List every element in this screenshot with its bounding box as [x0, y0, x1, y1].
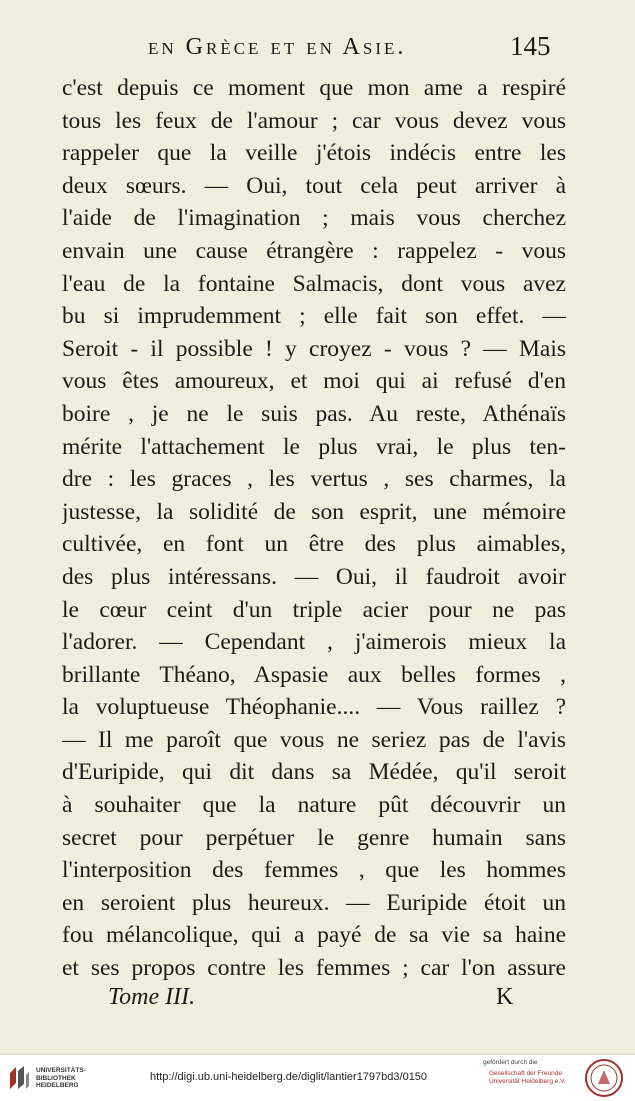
text-line: rappeler que la veille j'étois indécis entre les: [62, 140, 566, 167]
signature-mark-volume: Tome III.: [108, 984, 196, 1010]
text-line: l'interposition des femmes , que les hommes: [62, 857, 566, 884]
signature-letter: K: [496, 984, 514, 1010]
text-line: l'adorer. — Cependant , j'aimerois mieux la: [62, 629, 566, 656]
page-header: [0, 31, 635, 68]
text-line: tous les feux de l'amour ; car vous devez vous: [62, 107, 566, 134]
library-bar: [0, 1054, 635, 1101]
page-number: 145: [510, 31, 551, 61]
university-library-logo-icon: [8, 1065, 30, 1091]
text-line: d'Euripide, qui dit dans sa Médée, qu'il seroit: [62, 759, 566, 786]
text-line: des plus intéressans. — Oui, il faudroit avoir: [62, 563, 566, 590]
library-name: UNIVERSITÄTS- BIBLIOTHEK HEIDELBERG: [36, 1067, 86, 1089]
sponsor-name: Gesellschaft der Freunde Universität Heidelberg e.V.: [489, 1070, 566, 1085]
text-line: vous êtes amoureux, et moi qui ai refusé d'en: [62, 368, 566, 395]
body-text: [62, 72, 566, 985]
text-line: c'est depuis ce moment que mon ame a respiré: [62, 75, 566, 101]
university-seal-icon: [584, 1058, 624, 1098]
running-title: en Grèce et en Asie.: [148, 34, 407, 60]
text-line: envain une cause étrangère : rappelez - vous: [62, 237, 566, 264]
text-line: à souhaiter que la nature pût découvrir un: [62, 792, 566, 819]
text-line: cultivée, en font un être des plus aimables,: [62, 531, 566, 558]
text-line: fou mélancolique, qui a payé de sa vie sa haine: [62, 922, 566, 949]
text-line: deux sœurs. — Oui, tout cela peut arriver à: [62, 172, 566, 199]
text-line: et ses propos contre les femmes ; car l'on assure: [62, 955, 566, 982]
text-line: en seroient plus heureux. — Euripide étoit un: [62, 889, 566, 916]
text-line: l'eau de la fontaine Salmacis, dont vous avez: [62, 270, 566, 297]
text-line: Seroit - il possible ! y croyez - vous ? — Mais: [62, 335, 566, 362]
text-line: brillante Théano, Aspasie aux belles formes ,: [62, 661, 566, 688]
text-line: bu si imprudemment ; elle fait son effet. —: [62, 303, 566, 330]
sponsor-label: gefördert durch die: [483, 1059, 538, 1066]
page-footer: [0, 984, 635, 1014]
text-line: le cœur ceint d'un triple acier pour ne pas: [62, 596, 566, 623]
text-line: l'aide de l'imagination ; mais vous cherchez: [62, 205, 566, 232]
text-line: secret pour perpétuer le genre humain sans: [62, 824, 566, 851]
text-line: justesse, la solidité de son esprit, une mémoire: [62, 498, 566, 525]
text-line: — Il me paroît que vous ne seriez pas de l'avis: [62, 726, 566, 753]
text-line: boire , je ne le suis pas. Au reste, Athénaïs: [62, 400, 566, 427]
text-line: dre : les graces , les vertus , ses charmes, la: [62, 466, 566, 493]
text-line: mérite l'attachement le plus vrai, le plus ten-: [62, 433, 566, 460]
permalink-url[interactable]: http://digi.ub.uni-heidelberg.de/diglit/lantier1797bd3/0150: [150, 1071, 428, 1083]
text-line: la voluptueuse Théophanie.... — Vous raillez ?: [62, 694, 566, 721]
